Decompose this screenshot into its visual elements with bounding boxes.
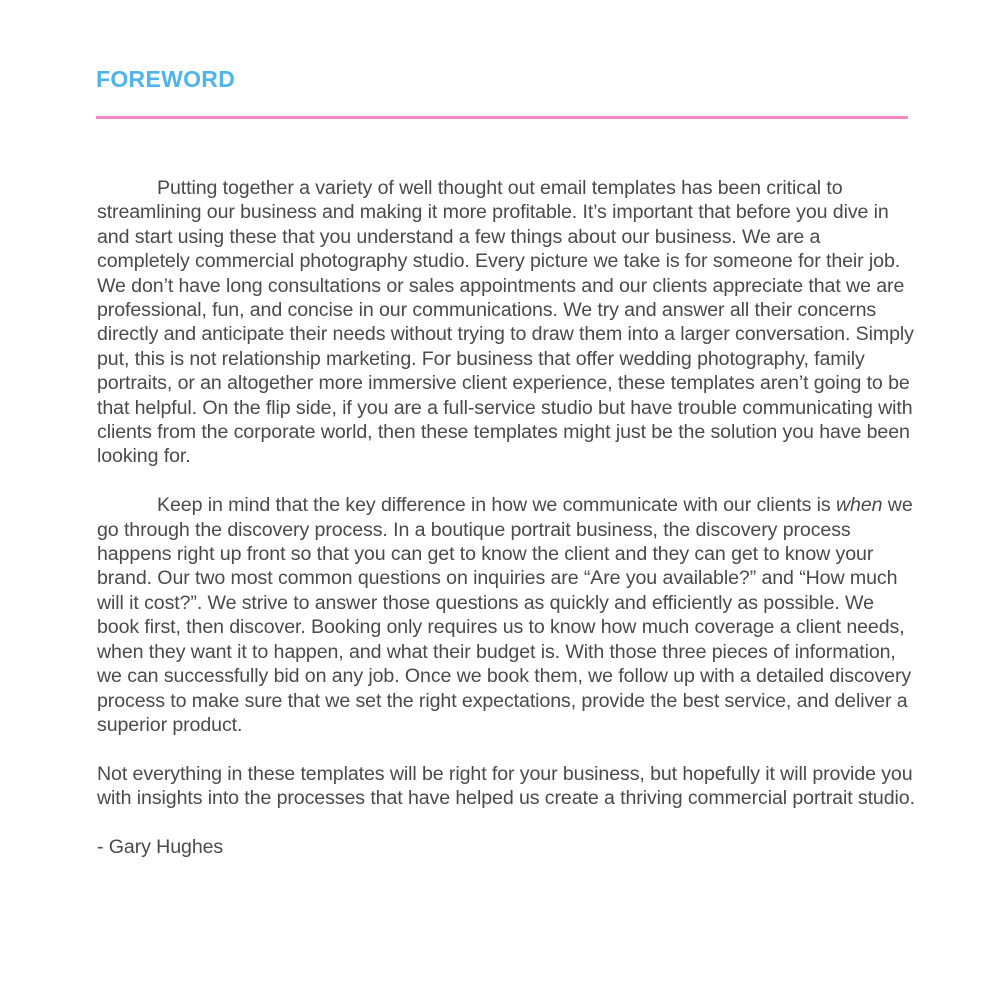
paragraph-3 — [97, 762, 917, 811]
title-divider — [96, 116, 908, 119]
paragraph-2-emphasis: when — [835, 494, 883, 517]
paragraph-1 — [97, 176, 917, 469]
paragraph-1-text: Putting together a variety of well thought out email templates has been critical to streamlining our business and making it more profitable. It’s important that before you dive in and start using these that you understand a few things about our business. We are a completely commercial photography studio. Every picture we take is for someone for their job. We don’t have long consultations or sales appointments and our clients appreciate that we are professional, fun, and concise in our communications. We try and answer all their concerns directly and anticipate their needs without trying to draw them into a larger conversation. Simply put, this is not relationship marketing. For business that offer wedding photography, family portraits, or an altogether more immersive client experience, these templates aren’t going to be that helpful. On the flip side, if you are a full-service studio but have trouble communicating with clients from the corporate world, then these templates might just be the solution you have been looking for. — [97, 177, 914, 468]
paragraph-2 — [97, 493, 917, 737]
foreword-body — [97, 176, 917, 884]
paragraph-3-text: Not everything in these templates will be right for your business, but hopefully it will provide you with insights into the processes that have helped us create a thriving commercial portrait studio. — [97, 762, 915, 810]
author-signature: - Gary Hughes — [97, 835, 224, 858]
paragraph-2-intro: Keep in mind that the key difference in how we communicate with our clients is — [157, 494, 831, 517]
paragraph-2-rest: we go through the discovery process. In a boutique portrait business, the discovery process happens right up front so that you can get to know the client and they can get to know your brand. Our two most common questions on inquiries are “Are you available?” and “How much will it cost?”. We strive to answer those questions as quickly and efficiently as possible. We book first, then discover. Booking only requires us to know how much coverage a client needs, when they want it to happen, and what their budget is. With those three pieces of information, we can successfully bid on any job. Once we book them, we follow up with a detailed discovery process to make sure that we set the right expectations, provide the best service, and deliver a superior product. — [97, 494, 913, 736]
page-title: FOREWORD — [96, 66, 236, 92]
